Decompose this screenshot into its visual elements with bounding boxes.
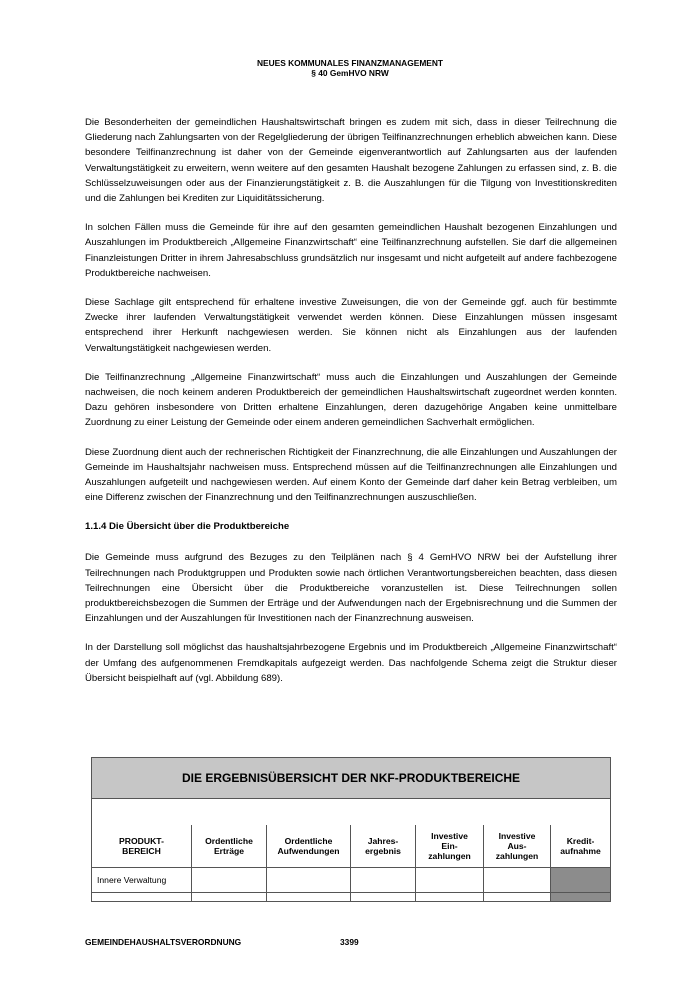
paragraph: In solchen Fällen muss die Gemeinde für ihre auf den gesamten gemeindlichen Haushalt bezogenen Einzahlungen und Auszahlungen im Produktbereich „Allgemeine Finanzwirtschaft“ eine Teilfinanzrechnung aufstellen. Sie darf die allgemeinen Finanzleistungen Dritter in ihrem Jahresabschluss grundsätzlich nur insgesamt und nicht aufgeteilt auf andere fachbezogene Produktbereiche nachweisen. [85,222,617,279]
table-cell-shaded [551,868,611,893]
column-header-ertraege: Ordentliche Erträge [192,825,267,868]
table-row [92,893,611,902]
table-cell [416,893,484,902]
table-cell [351,868,416,893]
table-cell [484,893,551,902]
column-header-kreditaufnahme: Kredit- aufnahme [551,825,611,868]
page-number: 3399 [340,937,359,947]
column-header-produktbereich: PRODUKT- BEREICH [92,825,192,868]
table-cell [484,868,551,893]
table-cell-shaded [551,893,611,902]
row-label: Innere Verwaltung [92,868,192,893]
overview-table-container [91,757,610,902]
table-row [92,868,611,893]
page-header [0,58,700,78]
paragraph: Diese Zuordnung dient auch der rechnerischen Richtigkeit der Finanzrechnung, die alle Einzahlungen und Auszahlungen der Gemeinde im Haushaltsjahr nachweisen muss. Entsprechend müssen auf die Teilfinanzrechnungen alle Einzahlungen und Auszahlungen aufgeteilt und nachgewiesen werden. Auf einem Konto der Gemeinde darf daher kein Betrag verbleiben, um eine Differenz zwischen der Finanzrechnung und den Teilfinanzrechnungen auszuschließen. [85,446,617,504]
paragraph: Die Gemeinde muss aufgrund des Bezuges zu den Teilplänen nach § 4 GemHVO NRW bei der Aufstellung ihrer Teilrechnungen nach Produktgruppen und Produkten sowie nach örtlichen Verantwortungsbereichen beachten, dass diesen Teilrechnungen eine Übersicht über die Produktbereiche voranzustellen ist. Diese Teilrechnungen sollen produktbereichsbezogen die Summen der Erträge und der Aufwendungen nach der Ergebnisrechnung und die Summen der Einzahlungen und der Auszahlungen für Investitionen nach der Finanzrechnung ausweisen. [85,552,617,625]
footer-title: GEMEINDEHAUSHALTSVERORDNUNG [85,937,242,947]
table-spacer [92,799,611,826]
table-cell [351,893,416,902]
column-header-jahresergebnis: Jahres- ergebnis [351,825,416,868]
column-header-aufwendungen: Ordentliche Aufwendungen [267,825,351,868]
paragraph: Die Besonderheiten der gemeindlichen Haushaltswirtschaft bringen es zudem mit sich, dass in dieser Teilrechnung die Gliederung nach Zahlungsarten von der Regelgliederung der übrigen Teilfinanzrechnungen erheblich abweichen kann. Diese besondere Teilfinanzrechnung ist daher von der Gemeinde eigenverantwortlich auf Zahlungsarten aus der laufenden Verwaltungstätigkeit zu erweitern, wenn weitere auf den gesamten Haushalt bezogene Zahlungen zu erfassen sind, z. B. die Schlüsselzuweisungen oder aus der Finanzierungstätigkeit z. B. die Auszahlungen für die Tilgung von Investitionskrediten und die Zahlungen bei Krediten zur Liquiditätssicherung. [85,117,617,205]
column-header-auszahlungen: Investive Aus- zahlungen [484,825,551,868]
table-cell [192,868,267,893]
overview-table [91,757,611,902]
column-header-einzahlungen: Investive Ein- zahlungen [416,825,484,868]
table-title: DIE ERGEBNISÜBERSICHT DER NKF-PRODUKTBEREICHE [92,758,611,799]
section-heading: 1.1.4 Die Übersicht über die Produktbereiche [85,521,290,533]
document-body [85,115,617,700]
header-title: NEUES KOMMUNALES FINANZMANAGEMENT [256,58,444,68]
table-cell [416,868,484,893]
paragraph: In der Darstellung soll möglichst das haushaltsjahrbezogene Ergebnis und im Produktbereich „Allgemeine Finanzwirtschaft“ der Umfang des aufgenommenen Fremdkapitals aufgezeigt werden. Das nachfolgende Schema zeigt die Struktur dieser Übersicht beispielhaft auf (vgl. Abbildung 689). [85,642,617,684]
table-cell [267,893,351,902]
paragraph: Diese Sachlage gilt entsprechend für erhaltene investive Zuweisungen, die von der Gemeinde ggf. auch für bestimmte Zwecke ihrer laufenden Verwaltungstätigkeit verwendet werden können. Diese Einzahlungen müssen insgesamt entsprechend ihrer Herkunft nachgewiesen werden. Sie können nicht als Einzahlungen aus der laufenden Verwaltungstätigkeit nachgewiesen werden. [85,297,617,354]
table-cell [267,868,351,893]
header-subtitle: § 40 GemHVO NRW [311,68,389,78]
paragraph: Die Teilfinanzrechnung „Allgemeine Finanzwirtschaft“ muss auch die Einzahlungen und Auszahlungen der Gemeinde nachweisen, die noch keinem anderen Produktbereich der gemeindlichen Haushaltswirtschaft zugeordnet werden konnten. Dazu gehören insbesondere von Dritten erhaltene Einzahlungen, deren dazugehörige Angaben keine unmittelbare Zuordnung zu einer Leistung der Gemeinde oder einem anderen gemeindlichen Sachverhalt ermöglichen. [85,371,617,429]
table-cell [192,893,267,902]
table-cell [92,893,192,902]
